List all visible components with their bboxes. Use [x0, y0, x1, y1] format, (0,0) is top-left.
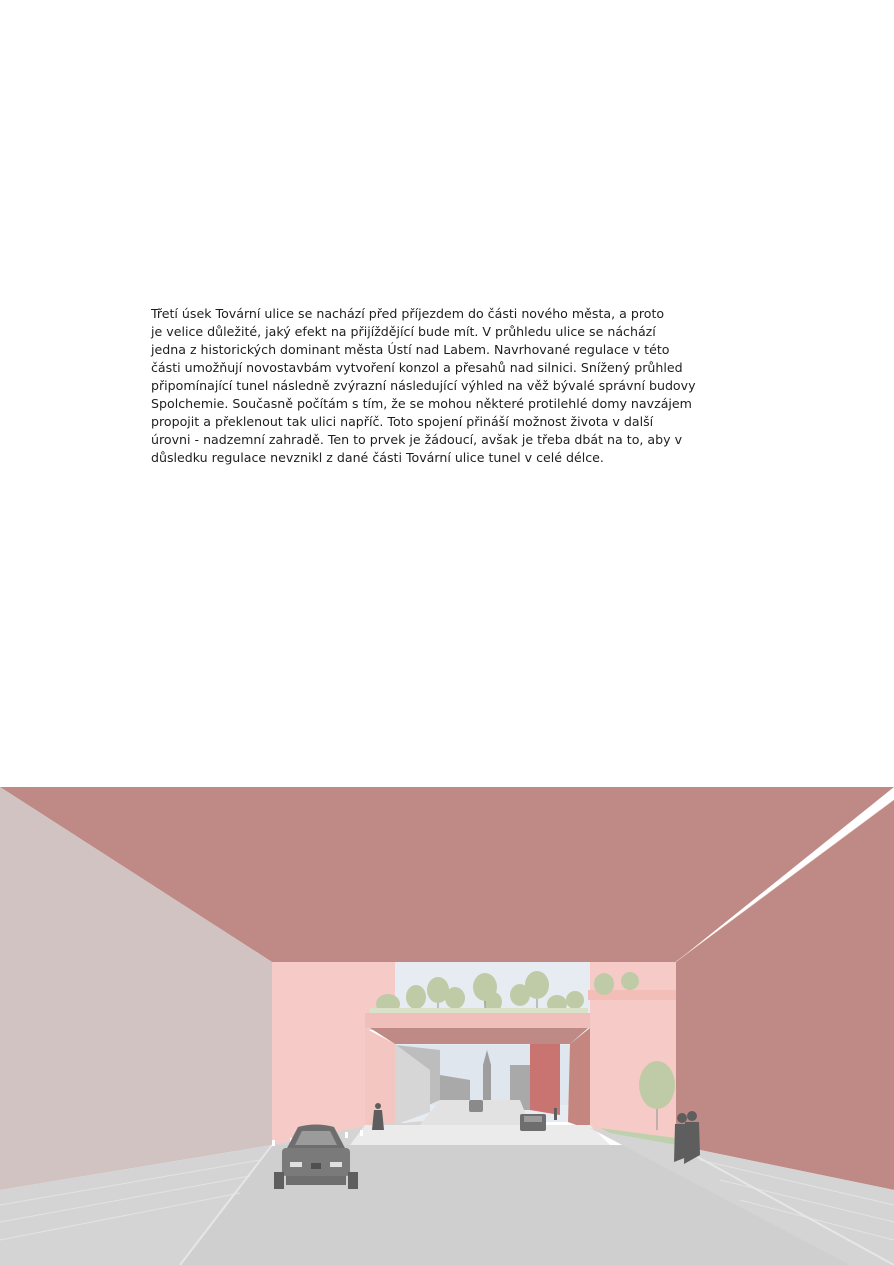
- description-paragraph: [151, 305, 751, 467]
- description-line: důsledku regulace nevznikl z dané části Tovární ulice tunel v celé délce.: [151, 450, 604, 465]
- bridge-pillar-right: [568, 1028, 590, 1130]
- church-tower: [483, 1065, 491, 1105]
- description-line: Spolchemie. Současně počítám s tím, že se mohou některé protilehlé domy navzájem: [151, 396, 692, 411]
- pedestrian-small: [554, 1108, 557, 1120]
- street-perspective-illustration: [0, 787, 894, 1265]
- garden-hedge: [370, 1008, 588, 1013]
- description-line: připomínající tunel následně zvýrazní následující výhled na věž bývalé správní budovy: [151, 378, 696, 393]
- description-line: jedna z historických dominant města Ústí nad Labem. Navrhované regulace v této: [151, 342, 670, 357]
- description-line: propojit a překlenout tak ulici napříč. Toto spojení přináší možnost života v další: [151, 414, 654, 429]
- bridge-deck: [365, 1013, 590, 1028]
- bridge-underside: [370, 1028, 588, 1044]
- car-distant: [520, 1114, 546, 1131]
- description-line: Třetí úsek Tovární ulice se nachází před příjezdem do části nového města, a proto: [151, 306, 665, 321]
- car-far: [469, 1100, 483, 1112]
- distant-red-building: [530, 1040, 560, 1115]
- description-line: části umožňují novostavbám vytvoření konzol a přesahů nad silnici. Snížený průhled: [151, 360, 683, 375]
- description-line: je velice důležité, jaký efekt na přijíždějící bude mít. V průhledu ulice se náchází: [151, 324, 656, 339]
- crosswalk: [350, 1125, 610, 1145]
- description-line: úrovni - nadzemní zahradě. Ten to prvek je žádoucí, avšak je třeba dbát na to, aby v: [151, 432, 683, 447]
